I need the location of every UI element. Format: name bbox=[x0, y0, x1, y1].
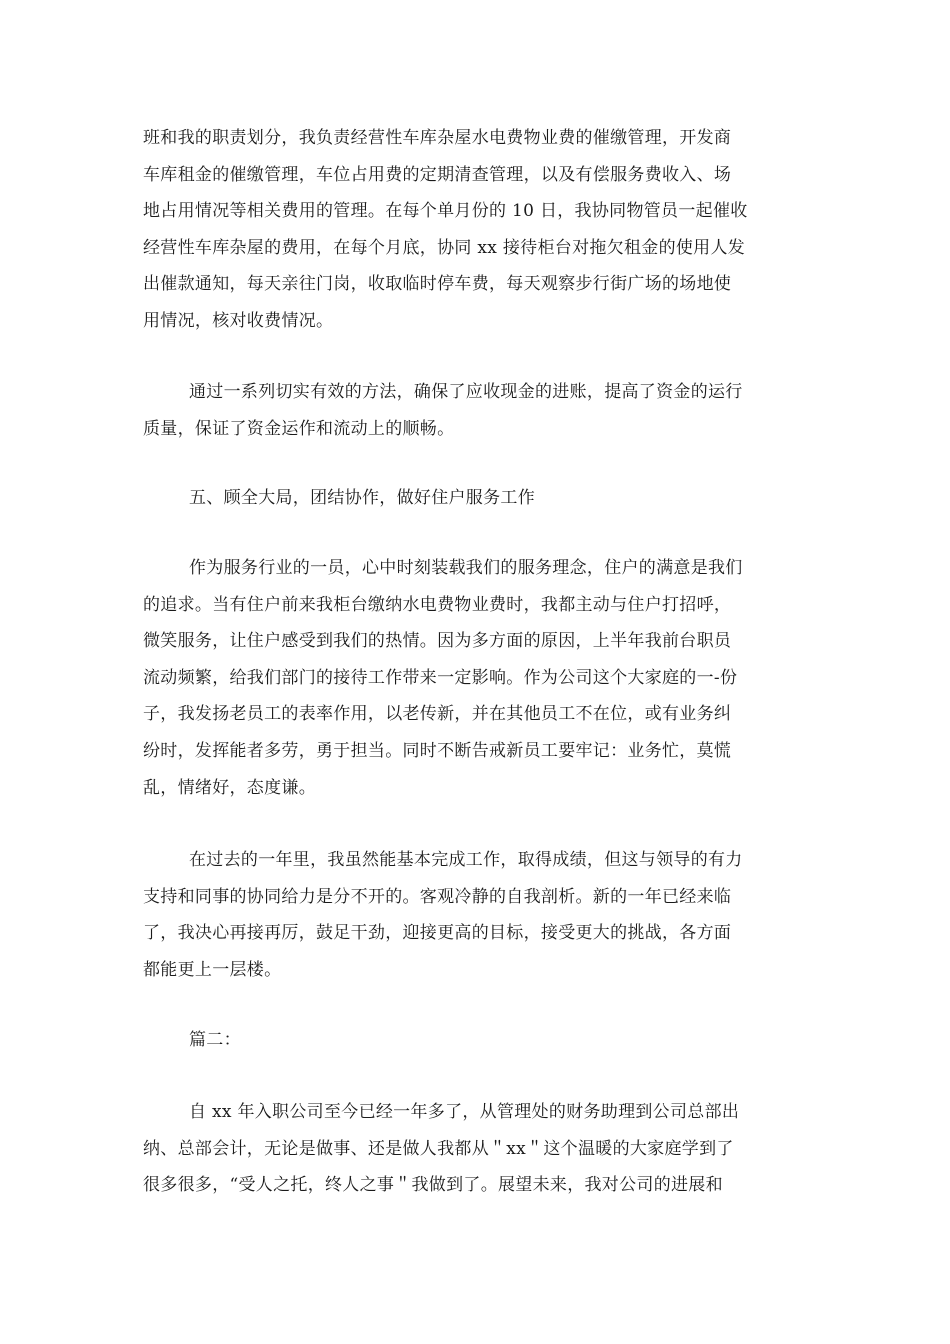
text-line: 篇二： bbox=[189, 1030, 241, 1050]
paragraph-year-summary bbox=[143, 842, 803, 988]
text-line: 作为服务行业的一员，心中时刻装载我们的服务理念，住户的满意是我们 bbox=[189, 558, 743, 578]
text-line: 自 xx 年入职公司至今已经一年多了，从管理处的财务助理到公司总部出 bbox=[189, 1102, 740, 1122]
text-line: 乱，情绪好，态度谦。 bbox=[143, 777, 316, 798]
text-line: 很多很多，“受人之托，终人之事＂我做到了。展望未来，我对公司的进展和 bbox=[143, 1175, 723, 1196]
text-line: 流动频繁，给我们部门的接待工作带来一定影响。作为公司这个大家庭的一-份 bbox=[143, 667, 738, 688]
text-line: 支持和同事的协同给力是分不开的。客观冷静的自我剖析。新的一年已经来临 bbox=[143, 886, 732, 907]
text-line: 用情况，核对收费情况。 bbox=[143, 310, 334, 331]
text-line: 都能更上一层楼。 bbox=[143, 959, 282, 980]
text-line: 地占用情况等相关费用的管理。在每个单月份的 10 日，我协同物管员一起催收 bbox=[143, 201, 748, 222]
text-line: 微笑服务，让住户感受到我们的热情。因为多方面的原因，上半年我前台职员 bbox=[143, 631, 732, 652]
paragraph-fee-collection-duties bbox=[143, 120, 803, 340]
text-line: 经营性车库杂屋的费用，在每个月底，协同 xx 接待柜台对拖欠租金的使用人发 bbox=[143, 237, 746, 258]
text-line: 的追求。当有住户前来我柜台缴纳水电费物业费时，我都主动与住户打招呼， bbox=[143, 594, 732, 615]
section-heading-part-two bbox=[143, 1022, 803, 1059]
section-heading-five bbox=[143, 480, 803, 517]
text-line: 纳、总部会计，无论是做事、还是做人我都从＂xx＂这个温暖的大家庭学到了 bbox=[143, 1138, 734, 1159]
paragraph-cash-results bbox=[143, 374, 803, 447]
text-line: 车库租金的催缴管理，车位占用费的定期清查管理，以及有偿服务费收入、场 bbox=[143, 164, 732, 185]
text-line: 质量，保证了资金运作和流动上的顺畅。 bbox=[143, 418, 455, 439]
paragraph-part-two-intro bbox=[143, 1094, 803, 1204]
text-line: 在过去的一年里，我虽然能基本完成工作，取得成绩，但这与领导的有力 bbox=[189, 850, 743, 870]
text-line: 出催款通知，每天亲往门岗，收取临时停车费，每天观察步行街广场的场地使 bbox=[143, 274, 732, 295]
text-line: 子，我发扬老员工的表率作用，以老传新，并在其他员工不在位，或有业务纠 bbox=[143, 704, 732, 725]
text-line: 通过一系列切实有效的方法，确保了应收现金的进账，提高了资金的运行 bbox=[189, 382, 743, 402]
text-line: 了，我决心再接再厉，鼓足干劲，迎接更高的目标，接受更大的挑战，各方面 bbox=[143, 923, 732, 944]
text-line: 班和我的职责划分，我负责经营性车库杂屋水电费物业费的催缴管理，开发商 bbox=[143, 128, 732, 148]
paragraph-resident-service bbox=[143, 550, 803, 806]
text-line: 五、顾全大局，团结协作，做好住户服务工作 bbox=[189, 488, 535, 508]
text-line: 纷时，发挥能者多劳，勇于担当。同时不断告戒新员工要牢记：业务忙，莫慌 bbox=[143, 740, 732, 761]
